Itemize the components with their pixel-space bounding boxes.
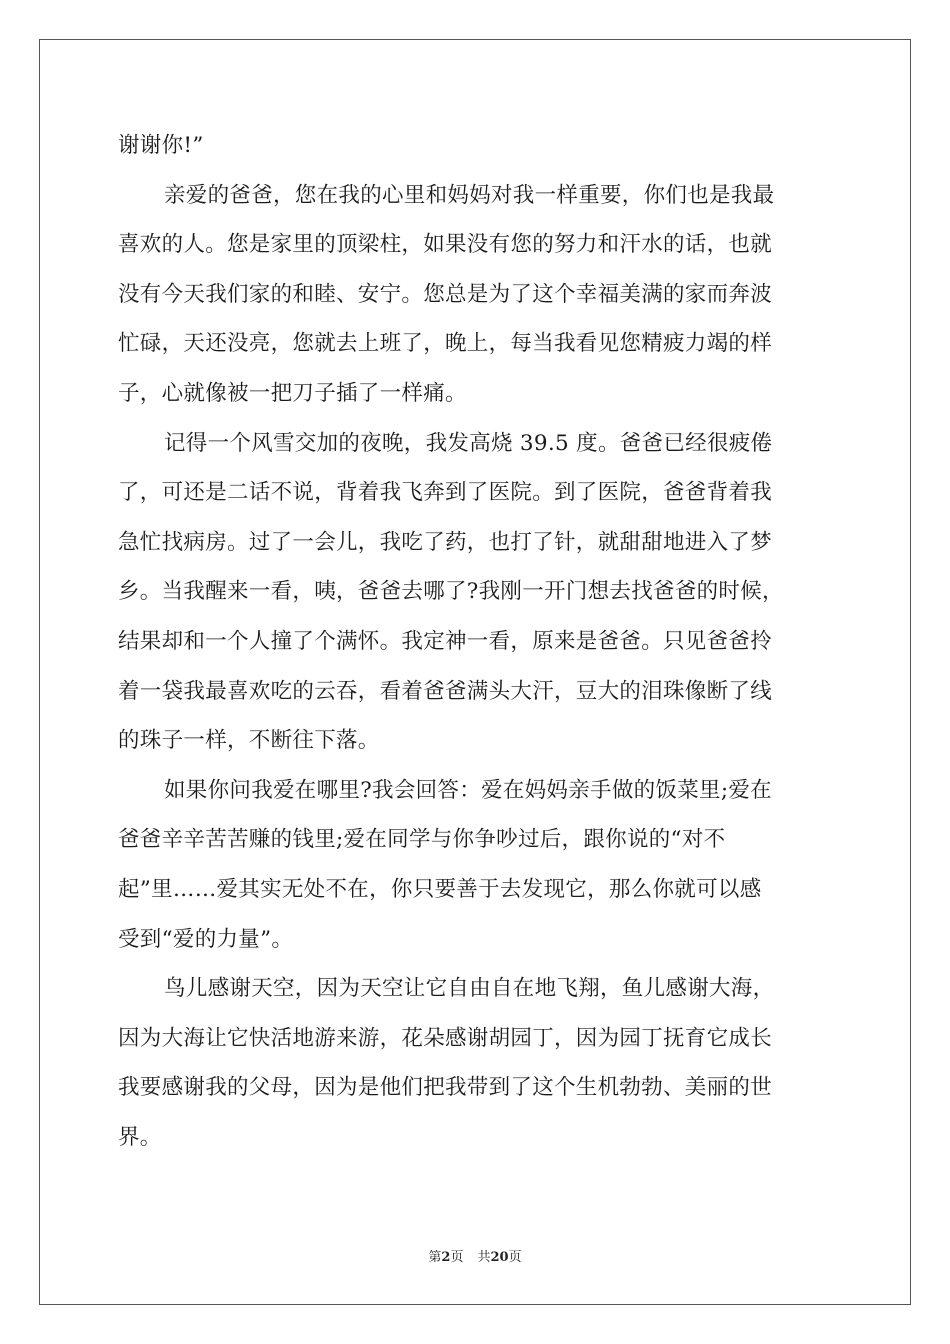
paragraph-start-line: 亲爱的爸爸，您在我的心里和妈妈对我一样重要，你们也是我最 — [164, 182, 775, 208]
text-line: 子，心就像被一把刀子插了一样痛。 — [118, 380, 467, 406]
text-line: 忙碌，天还没亮，您就去上班了，晚上，每当我看见您精疲力竭的样 — [118, 331, 773, 357]
text-line: 爸爸辛辛苦苦赚的钱里;爱在同学与你争吵过后，跟你说的“对不 — [118, 827, 726, 853]
current-page-number: 2 — [441, 1250, 451, 1265]
paragraph-start-line: 如果你问我爱在哪里?我会回答：爱在妈妈亲手做的饭菜里;爱在 — [164, 777, 772, 803]
text-line: 急忙找病房。过了一会儿，我吃了药，也打了针，就甜甜地进入了梦 — [118, 529, 773, 555]
text-line: 了，可还是二话不说，背着我飞奔到了医院。到了医院，爸爸背着我 — [118, 480, 773, 506]
paragraph-start-line: 记得一个风雪交加的夜晚，我发高烧 39.5 度。爸爸已经很疲倦 — [164, 430, 773, 456]
total-page-count: 20 — [490, 1250, 509, 1265]
page-unit: 页 — [450, 1250, 464, 1265]
text-line: 着一袋我最喜欢吃的云吞，看着爸爸满头大汗，豆大的泪珠像断了线 — [118, 678, 773, 704]
text-line: 喜欢的人。您是家里的顶梁柱，如果没有您的努力和汗水的话，也就 — [118, 232, 773, 258]
text-line: 的珠子一样，不断往下落。 — [118, 728, 380, 754]
text-line: 乡。当我醒来一看，咦，爸爸去哪了?我刚一开门想去找爸爸的时候， — [118, 579, 784, 605]
text-line: 因为大海让它快活地游来游，花朵感谢胡园丁，因为园丁抚育它成长 — [118, 1025, 773, 1051]
text-line: 我要感谢我的父母，因为是他们把我带到了这个生机勃勃、美丽的世 — [118, 1075, 773, 1101]
text-line: 受到“爱的力量”。 — [118, 926, 294, 952]
total-unit: 页 — [508, 1250, 522, 1265]
text-line: 起”里……爱其实无处不在，你只要善于去发现它，那么你就可以感 — [118, 876, 762, 902]
document-body — [118, 126, 858, 1167]
page-prefix: 第 — [428, 1250, 442, 1265]
text-line: 没有今天我们家的和睦、安宁。您总是为了这个幸福美满的家而奔波 — [118, 281, 773, 307]
text-line: 结果却和一个人撞了个满怀。我定神一看，原来是爸爸。只见爸爸拎 — [118, 628, 773, 654]
page-footer — [0, 1246, 950, 1265]
total-prefix: 共 — [477, 1250, 491, 1265]
paragraph-start-line: 鸟儿感谢天空，因为天空让它自由自在地飞翔，鱼儿感谢大海， — [164, 976, 775, 1002]
text-line: 谢谢你!” — [118, 133, 204, 158]
text-line: 界。 — [118, 1124, 162, 1150]
